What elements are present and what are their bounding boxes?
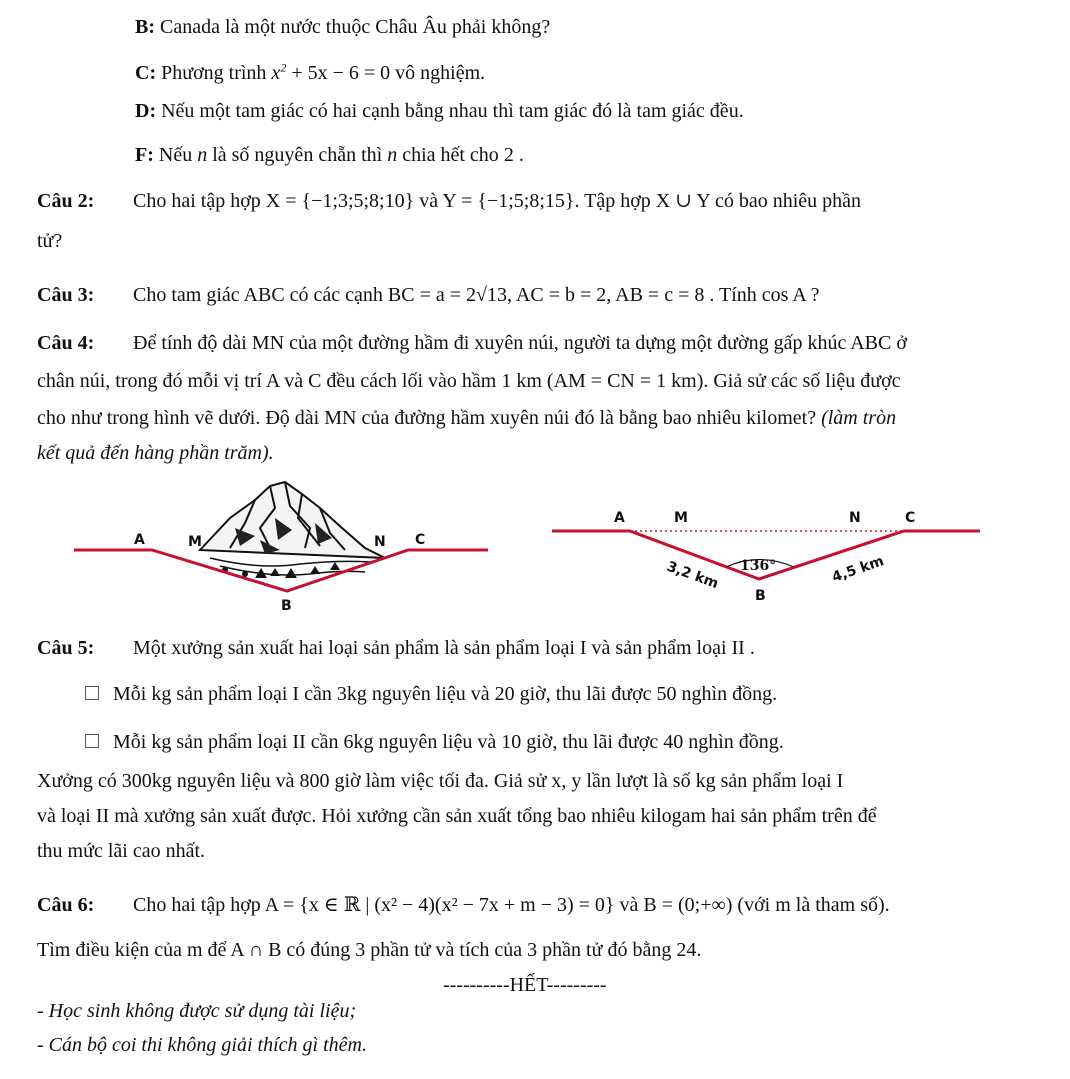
- item-f-n2: n: [387, 144, 398, 166]
- item-f-two: 2 .: [503, 144, 524, 166]
- checkbox-icon: [85, 686, 99, 700]
- end-marker: ----------HẾT---------: [443, 974, 607, 996]
- item-c-label: C:: [135, 62, 157, 84]
- q3-text: Cho tam giác ABC có các cạnh BC = a = 2√13, AC = b = 2, AB = c = 8 . Tính cos A ?: [133, 284, 820, 306]
- right-label-a: A: [614, 510, 625, 526]
- item-d-label: D:: [135, 100, 157, 122]
- q5-bullet1: [85, 681, 777, 707]
- item-c-x: $x^2$: [271, 60, 287, 84]
- item-f-t3: chia hết cho: [402, 144, 499, 166]
- note-2: - Cán bộ coi thi không giải thích gì thêm.: [37, 1034, 367, 1056]
- q2-line1: [37, 188, 861, 214]
- q3-label: Câu 3:: [37, 284, 95, 306]
- q6-label: Câu 6:: [37, 894, 95, 916]
- q4-label: Câu 4:: [37, 332, 95, 354]
- item-c-eq: + 5x − 6 = 0: [291, 62, 391, 84]
- right-label-n: N: [849, 510, 861, 526]
- left-label-c: C: [415, 532, 426, 548]
- item-c: [135, 60, 485, 86]
- q5-bullet2: [85, 729, 784, 755]
- q4-text3-italic: (làm tròn: [821, 407, 897, 429]
- item-c-pre: Phương trình: [161, 62, 267, 84]
- item-f-n1: n: [197, 144, 208, 166]
- q5-bullet1-text: Mỗi kg sản phẩm loại I cần 3kg nguyên liệu và 20 giờ, thu lãi được 50 nghìn đồng.: [113, 683, 778, 705]
- q5-para1: Xưởng có 300kg nguyên liệu và 800 giờ làm việc tối đa. Giả sử x, y lần lượt là số kg sản phẩm loại I: [37, 770, 844, 792]
- q5-para2: và loại II mà xưởng sản xuất được. Hỏi xưởng cần sản xuất tổng bao nhiêu kilogam hai sản phẩm trên để: [37, 805, 877, 827]
- item-b-text: Canada là một nước thuộc Châu Âu phải không?: [160, 16, 551, 38]
- q2-text1: Cho hai tập hợp X = {−1;3;5;8;10} và Y = {−1;5;8;15}. Tập hợp X ∪ Y có bao nhiêu phần: [133, 190, 862, 212]
- checkbox-icon: [85, 734, 99, 748]
- item-b: [135, 14, 550, 40]
- length-ab-label: 3,2 km: [664, 558, 721, 593]
- q2-line2: tử?: [37, 230, 63, 252]
- q6-line2: Tìm điều kiện của m để A ∩ B có đúng 3 phần tử và tích của 3 phần tử đó bằng 24.: [37, 939, 702, 961]
- length-bc-label: 4,5 km: [830, 553, 886, 586]
- item-c-post: vô nghiệm.: [395, 62, 486, 84]
- item-f-t2: là số nguyên chẵn thì: [212, 144, 383, 166]
- item-d-text: Nếu một tam giác có hai cạnh bằng nhau thì tam giác đó là tam giác đều.: [161, 100, 744, 122]
- q4-line2: chân núi, trong đó mỗi vị trí A và C đều cách lối vào hầm 1 km (AM = CN = 1 km). Giả sử các số liệu được: [37, 370, 901, 392]
- note-1: - Học sinh không được sử dụng tài liệu;: [37, 1000, 357, 1022]
- left-label-m: M: [188, 534, 202, 550]
- left-label-a: A: [134, 532, 145, 548]
- mountain-icon: [200, 482, 385, 578]
- q5-label: Câu 5:: [37, 637, 95, 659]
- geometry-figure: [548, 500, 984, 610]
- q4-line1: [37, 330, 907, 356]
- q4-text1: Để tính độ dài MN của một đường hầm đi xuyên núi, người ta dựng một đường gấp khúc ABC ở: [133, 332, 907, 354]
- item-f-label: F:: [135, 144, 154, 166]
- item-d: [135, 98, 744, 124]
- q4-line3: [37, 405, 896, 431]
- item-f-t1: Nếu: [158, 144, 193, 166]
- q5-text: Một xưởng sản xuất hai loại sản phẩm là sản phẩm loại I và sản phẩm loại II .: [133, 637, 755, 659]
- q6-text1: Cho hai tập hợp A = {x ∈ ℝ | (x² − 4)(x² − 7x + m − 3) = 0} và B = (0;+∞) (với m là tham số).: [133, 894, 890, 916]
- q6-line1: [37, 892, 890, 918]
- angle-label: 136°: [740, 558, 777, 574]
- item-f: [135, 142, 524, 168]
- q5-bullet2-text: Mỗi kg sản phẩm loại II cần 6kg nguyên liệu và 10 giờ, thu lãi được 40 nghìn đồng.: [113, 731, 784, 753]
- left-label-n: N: [374, 534, 386, 550]
- q5-para3: thu mức lãi cao nhất.: [37, 840, 206, 862]
- left-path: [74, 550, 488, 591]
- right-label-b: B: [755, 588, 766, 604]
- left-label-b: B: [281, 598, 292, 614]
- q4-text3: cho như trong hình vẽ dưới. Độ dài MN của đường hầm xuyên núi đó là bằng bao nhiêu kilomet?: [37, 407, 817, 429]
- q2-label: Câu 2:: [37, 190, 95, 212]
- q4-line4: kết quả đến hàng phần trăm).: [37, 442, 274, 464]
- q5-line: [37, 635, 755, 661]
- item-b-label: B:: [135, 16, 155, 38]
- q3-line: [37, 282, 820, 308]
- right-label-m: M: [674, 510, 688, 526]
- mountain-figure: [70, 478, 490, 618]
- right-label-c: C: [905, 510, 916, 526]
